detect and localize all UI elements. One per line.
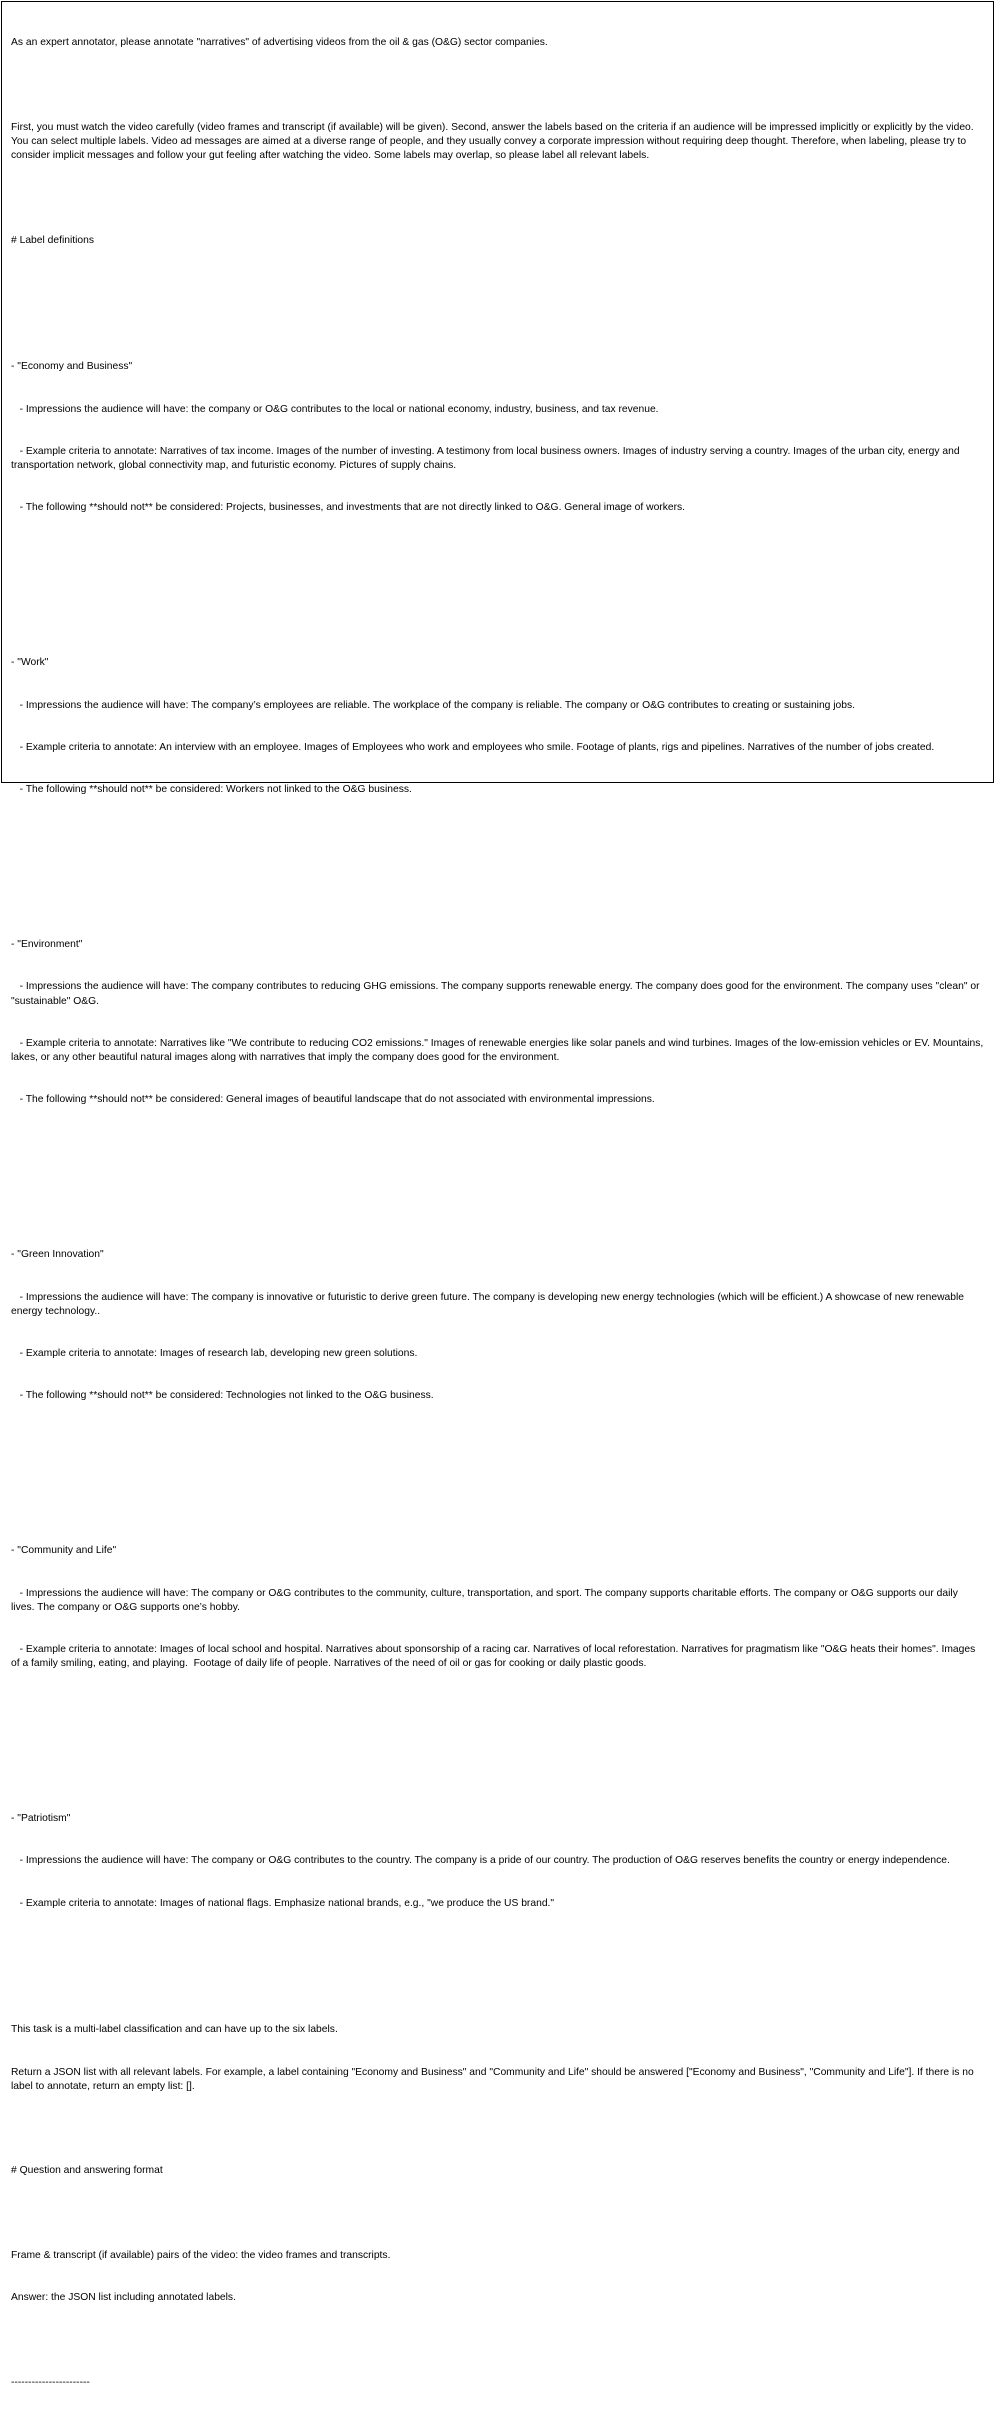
- label-examples: - Example criteria to annotate: Images of research lab, developing new green solutions.: [11, 1347, 418, 1359]
- instructions-paragraph: First, you must watch the video carefully (video frames and transcript (if available) will be given). Second, answer the labels based on the criteria if an audience will be impressed implicitly or explicitly by the video. You can select multiple labels. Video ad messages are aimed at a diverse range of people, and they usually convey a corporate impression without requiring deep thought. Therefore, when labeling, please try to consider implicit messages and follow your gut feeling after watching the video. Some labels may overlap, so please label all relevant labels.: [11, 121, 977, 161]
- label-patriotism: [11, 1784, 984, 1939]
- spacer: [11, 78, 984, 92]
- label-impressions: - Impressions the audience will have: The company or O&G contributes to the country. The company is a pride of our country. The production of O&G reserves benefits the country or energy independence.: [11, 1855, 950, 1867]
- qa-frame-transcript-line: Frame & transcript (if available) pairs of the video: the video frames and transcripts.: [11, 2249, 391, 2261]
- label-examples: - Example criteria to annotate: Narratives of tax income. Images of the number of investing. A testimony from local business owners. Images of industry serving a country. Images of the urban city, energy and transportation network, global connectivity map, and futuristic economy. Pictures of supply chains.: [11, 445, 963, 471]
- label-title: - "Economy and Business": [11, 361, 133, 373]
- label-definitions-heading: # Label definitions: [11, 234, 95, 246]
- label-title: - "Work": [11, 657, 49, 669]
- label-title: - "Environment": [11, 939, 83, 951]
- qa-format-heading: # Question and answering format: [11, 2165, 163, 2177]
- label-exclusions: - The following **should not** be considered: General images of beautiful landscape that do not associated with environmental impressions.: [11, 1094, 655, 1106]
- label-impressions: - Impressions the audience will have: The company’s employees are reliable. The workplace of the company is reliable. The company or O&G contributes to creating or sustaining jobs.: [11, 699, 856, 711]
- label-impressions: - Impressions the audience will have: The company or O&G contributes to the community, culture, transportation, and sport. The company supports charitable efforts. The company or O&G supports our daily lives. The company or O&G supports one’s hobby.: [11, 1587, 961, 1613]
- task-note-multilabel: This task is a multi-label classification and can have up to the six labels.: [11, 2024, 338, 2036]
- spacer: [11, 2333, 984, 2347]
- prompt-document-frame: [1, 1, 994, 2388]
- label-economy-and-business: [11, 332, 984, 543]
- label-impressions: - Impressions the audience will have: the company or O&G contributes to the local or national economy, industry, business, and tax revenue.: [11, 403, 659, 415]
- spacer: [11, 572, 984, 586]
- label-green-innovation: [11, 1220, 984, 1431]
- spacer: [11, 1727, 984, 1741]
- label-community-and-life: [11, 1516, 984, 1699]
- qa-answer-line: Answer: the JSON list including annotated labels.: [11, 2292, 236, 2304]
- spacer: [11, 854, 984, 868]
- label-exclusions: - The following **should not** be considered: Projects, businesses, and investments that are not directly linked to O&G. General image of workers.: [11, 502, 686, 514]
- label-work: [11, 628, 984, 825]
- label-exclusions: - The following **should not** be considered: Workers not linked to the O&G business.: [11, 784, 412, 796]
- label-examples: - Example criteria to annotate: An interview with an employee. Images of Employees who work and employees who smile. Footage of plants, rigs and pipelines. Narratives of the number of jobs created.: [11, 741, 935, 753]
- spacer: [11, 1460, 984, 1474]
- prompt-document: [11, 8, 987, 2418]
- label-examples: - Example criteria to annotate: Narratives like "We contribute to reducing CO2 emissions." Images of renewable energies like solar panels and wind turbines. Images of the low-emission vehicles or EV. Mountains, lakes, or any other beautiful natural images along with narratives that imply the company does good for the environment.: [11, 1037, 987, 1063]
- label-examples: - Example criteria to annotate: Images of national flags. Emphasize national brands, e.g., "we produce the US brand.": [11, 1897, 555, 1909]
- label-exclusions: - The following **should not** be considered: Technologies not linked to the O&G business.: [11, 1390, 434, 1402]
- label-examples: - Example criteria to annotate: Images of local school and hospital. Narratives about sponsorship of a racing car. Narratives of local reforestation. Narratives for pragmatism like "O&G heats their homes". Images of a family smiling, eating, and playing. Footage of daily life of people. Narratives of the need of oil or gas for cooking or daily plastic goods.: [11, 1643, 979, 1669]
- label-environment: [11, 910, 987, 1136]
- spacer: [11, 1164, 984, 1178]
- label-title: - "Patriotism": [11, 1813, 71, 1824]
- spacer: [11, 191, 984, 205]
- label-impressions: - Impressions the audience will have: The company contributes to reducing GHG emissions. The company supports renewable energy. The company does good for the environment. The company uses "clean" or "sustainable" O&G.: [11, 981, 983, 1007]
- spacer: [11, 2207, 984, 2221]
- intro-text: As an expert annotator, please annotate "narratives" of advertising videos from the oil & gas (O&G) sector companies.: [11, 37, 548, 49]
- label-title: - "Green Innovation": [11, 1249, 104, 1261]
- task-note-json-format: Return a JSON list with all relevant labels. For example, a label containing "Economy and Business" and "Community and Life" should be answered ["Economy and Business", "Community and Life"]. If there is no label to annotate, return an empty list: [].: [11, 2066, 977, 2092]
- spacer: [11, 1967, 984, 1981]
- spacer: [11, 2122, 984, 2136]
- spacer: [11, 276, 984, 290]
- label-title: - "Community and Life": [11, 1545, 117, 1557]
- label-impressions: - Impressions the audience will have: The company is innovative or futuristic to derive green future. The company is developing new energy technologies (which will be efficient.) A showcase of new renewable energy technology..: [11, 1291, 967, 1317]
- separator-line: -----------------------: [11, 2376, 90, 2388]
